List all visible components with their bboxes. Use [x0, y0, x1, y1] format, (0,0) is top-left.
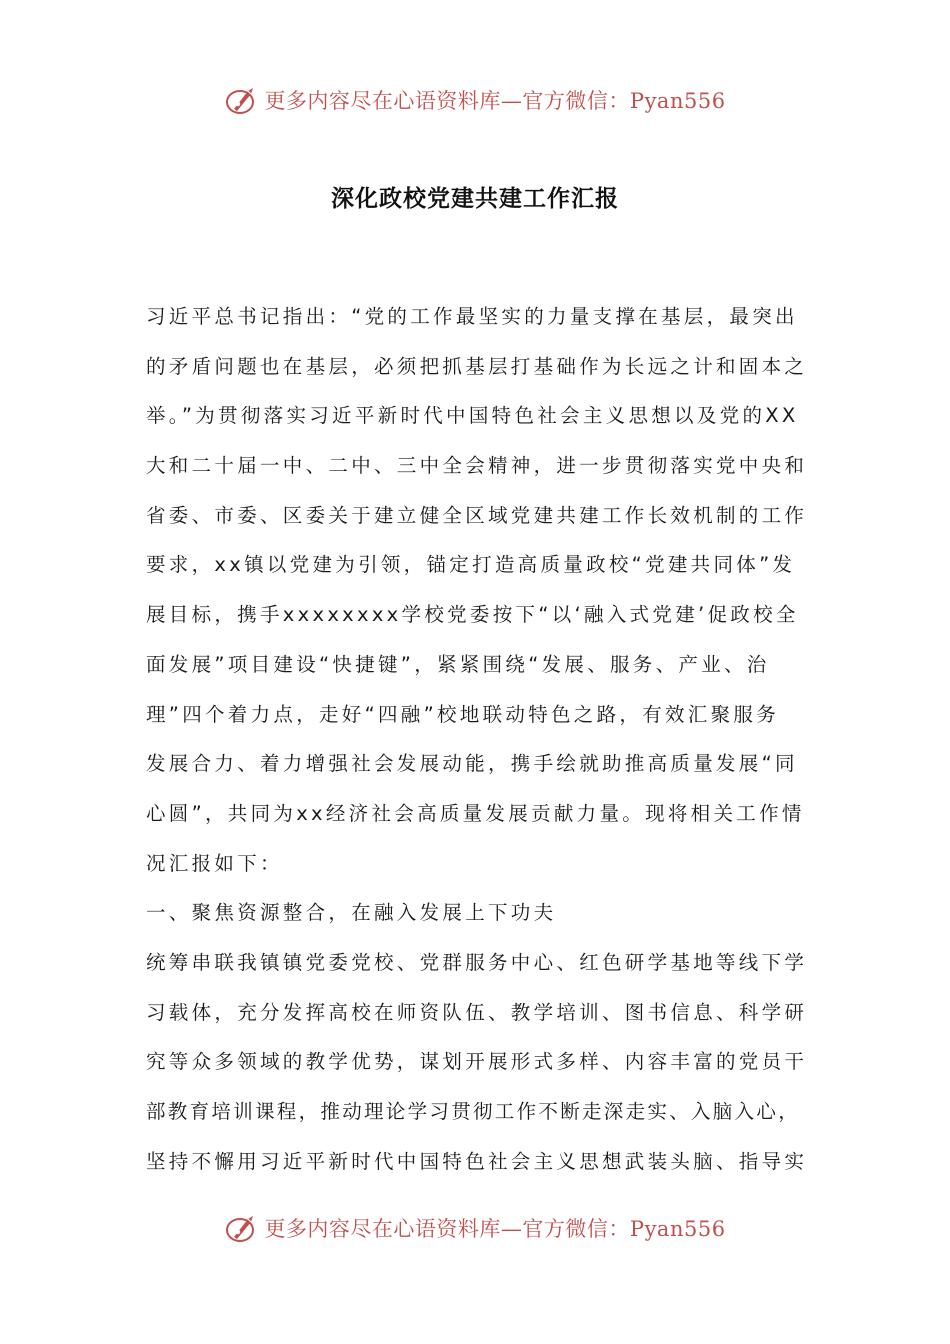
body-line: 展目标，携手xxxxxxxx学校党委按下“以‘融入式党建’促政校全 — [146, 603, 799, 627]
body-line: 心圆”，共同为xx经济社会高质量发展贡献力量。现将相关工作情 — [146, 801, 805, 825]
watermark-text: 更多内容尽在心语资料库—官方微信：Pyan556 — [264, 1217, 726, 1241]
body-line: 省委、市委、区委关于建立健全区域党建共建工作长效机制的工作 — [146, 503, 808, 527]
body-line: 况汇报如下： — [146, 851, 283, 875]
document-title: 深化政校党建共建工作汇报 — [331, 185, 619, 212]
body-line: 坚持不懈用习近平新时代中国特色社会主义思想武装头脑、指导实 — [146, 1149, 808, 1173]
watermark-text: 更多内容尽在心语资料库—官方微信：Pyan556 — [264, 89, 726, 113]
body-line: 要求，xx镇以党建为引领，锚定打造高质量政校“党建共同体”发 — [146, 553, 796, 577]
body-line: 习近平总书记指出：“党的工作最坚实的力量支撑在基层，最突出 — [146, 305, 798, 328]
body-line: 大和二十届一中、二中、三中全会精神，进一步贯彻落实党中央和 — [146, 454, 808, 478]
body-line: 的矛盾问题也在基层，必须把抓基层打基础作为长远之计和固本之 — [146, 354, 808, 378]
body-line: 习载体，充分发挥高校在师资队伍、教学培训、图书信息、科学研 — [146, 1000, 808, 1024]
body-line: 举。”为贯彻落实习近平新时代中国特色社会主义思想以及党的XX — [146, 404, 799, 428]
body-line: 发展合力、着力增强社会发展动能，携手绘就助推高质量发展“同 — [146, 752, 798, 776]
body-line: 面发展”项目建设“快捷键”，紧紧围绕“发展、服务、产业、治 — [146, 652, 770, 676]
body-line: 理”四个着力点，走好“四融”校地联动特色之路，有效汇聚服务 — [146, 702, 780, 726]
body-line: 部教育培训课程，推动理论学习贯彻工作不断走深走实、入脑入心， — [146, 1100, 801, 1123]
header-watermark — [0, 82, 950, 118]
footer-watermark — [0, 1210, 950, 1246]
body-line: 究等众多领域的教学优势，谋划开展形式多样、内容丰富的党员干 — [146, 1050, 808, 1074]
pen-nib-seal-icon — [224, 1210, 260, 1246]
section-heading: 一、聚焦资源整合，在融入发展上下功夫 — [146, 901, 557, 925]
body-line: 统筹串联我镇镇党委党校、党群服务中心、红色研学基地等线下学 — [146, 950, 808, 974]
document-body — [146, 292, 808, 1186]
pen-nib-seal-icon — [224, 82, 260, 118]
